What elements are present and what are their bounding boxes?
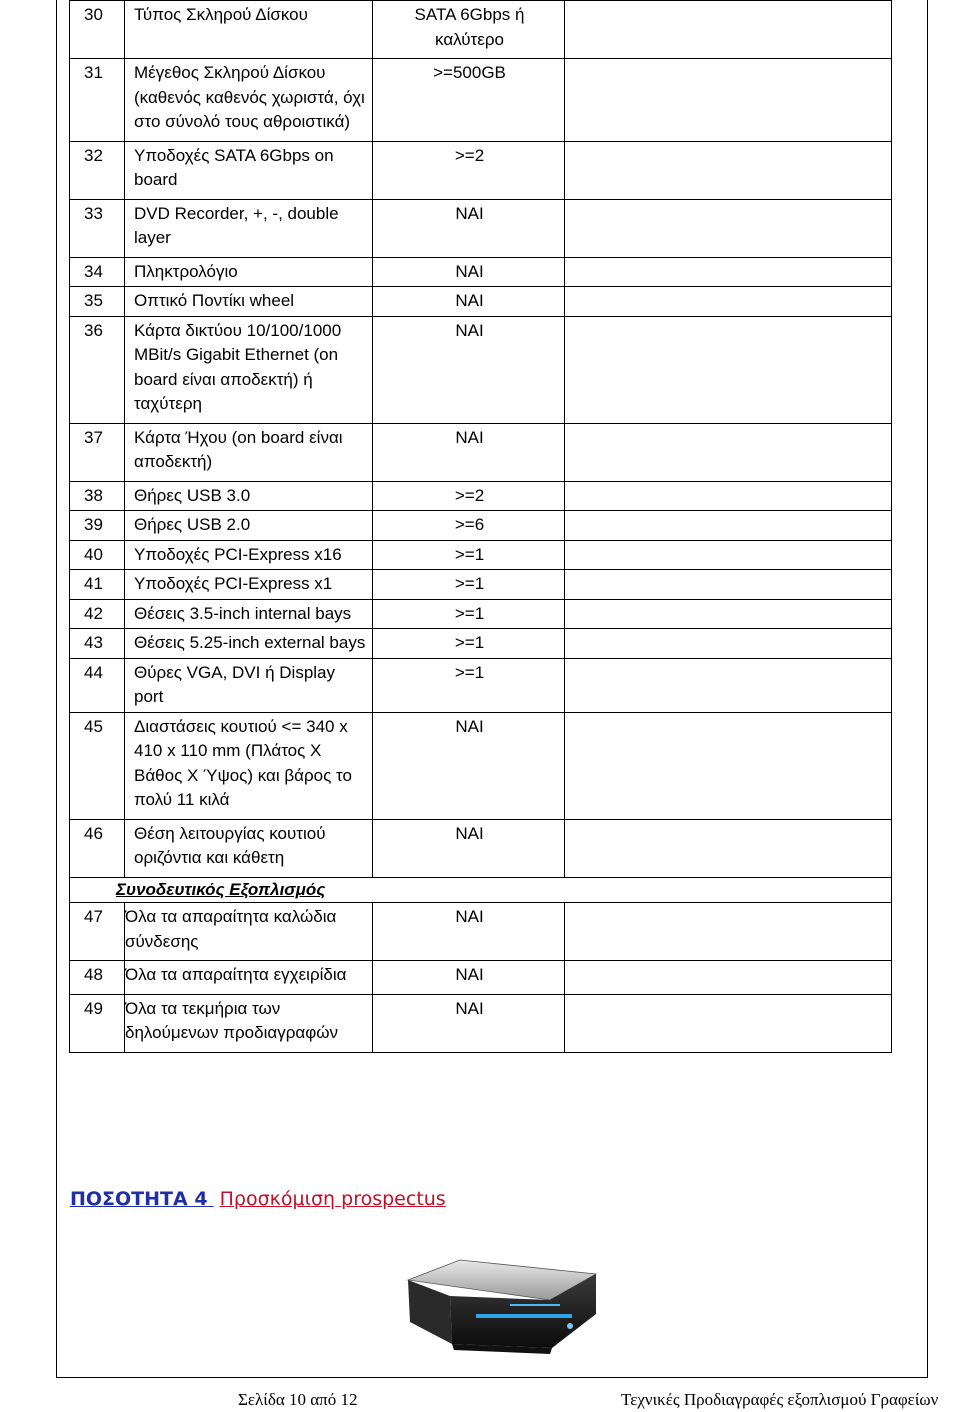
row-value: ΝΑΙ [373, 994, 565, 1052]
row-value: ΝΑΙ [373, 287, 565, 317]
footer-title: Τεχνικές Προδιαγραφές εξοπλισμού Γραφείων [621, 1390, 939, 1409]
row-extra [565, 1, 892, 59]
row-description: Θήρες USB 2.0 [125, 511, 373, 541]
table-row [70, 994, 892, 1052]
row-description: Οπτικό Ποντίκι wheel [125, 287, 373, 317]
table-row [70, 961, 892, 995]
row-description: Θέση λειτουργίας κουτιού οριζόντια και κάθετη [125, 819, 373, 877]
row-number: 46 [70, 819, 125, 877]
row-number: 44 [70, 658, 125, 712]
table-row [70, 287, 892, 317]
row-number: 38 [70, 481, 125, 511]
row-extra [565, 199, 892, 257]
table-row [70, 629, 892, 659]
row-extra [565, 599, 892, 629]
spec-table [69, 0, 892, 1053]
row-extra [565, 961, 892, 995]
row-number: 36 [70, 316, 125, 423]
table-row [70, 1, 892, 59]
row-extra [565, 658, 892, 712]
row-extra [565, 629, 892, 659]
row-description: Θέσεις 3.5-inch internal bays [125, 599, 373, 629]
row-value: >=500GB [373, 59, 565, 142]
row-number: 40 [70, 540, 125, 570]
row-number: 39 [70, 511, 125, 541]
row-value: ΝΑΙ [373, 961, 565, 995]
row-number: 32 [70, 141, 125, 199]
table-row [70, 59, 892, 142]
table-row [70, 199, 892, 257]
row-description: Θέσεις 5.25-inch external bays [125, 629, 373, 659]
device-image [400, 1252, 600, 1357]
row-description: Τύπος Σκληρού Δίσκου [125, 1, 373, 59]
row-value: >=6 [373, 511, 565, 541]
row-extra [565, 59, 892, 142]
table-row [70, 316, 892, 423]
row-extra [565, 423, 892, 481]
row-extra [565, 570, 892, 600]
table-row [70, 481, 892, 511]
row-value: >=2 [373, 481, 565, 511]
table-row [70, 257, 892, 287]
row-description: Όλα τα τεκμήρια των δηλούμενων προδιαγραφών [125, 994, 373, 1052]
prospectus-link[interactable] [220, 1188, 446, 1210]
quantity-gap [208, 1188, 214, 1210]
table-row [70, 658, 892, 712]
row-value: >=1 [373, 658, 565, 712]
row-value: >=1 [373, 540, 565, 570]
table-row [70, 903, 892, 961]
row-extra [565, 511, 892, 541]
footer-page: Σελίδα 10 από 12 [238, 1390, 358, 1409]
row-description: Κάρτα Ήχου (on board είναι αποδεκτή) [125, 423, 373, 481]
row-extra [565, 540, 892, 570]
row-number: 31 [70, 59, 125, 142]
row-extra [565, 712, 892, 819]
row-value: >=2 [373, 141, 565, 199]
row-extra [565, 994, 892, 1052]
table-row [70, 712, 892, 819]
row-number: 30 [70, 1, 125, 59]
row-description: Μέγεθος Σκληρού Δίσκου (καθενός καθενός χωριστά, όχι στο σύνολό τους αθροιστικά) [125, 59, 373, 142]
row-number: 34 [70, 257, 125, 287]
table-row [70, 819, 892, 877]
row-description: Διαστάσεις κουτιού <= 340 x 410 x 110 mm (Πλάτος Χ Βάθος Χ Ύψος) και βάρος το πολύ 11 κιλά [125, 712, 373, 819]
row-number: 33 [70, 199, 125, 257]
row-description: Θύρες VGA, DVI ή Display port [125, 658, 373, 712]
row-value: ΝΑΙ [373, 316, 565, 423]
row-description: Υποδοχές SATA 6Gbps on board [125, 141, 373, 199]
prospectus-link-word: Προσκόμιση [219, 1188, 336, 1210]
row-description: Υποδοχές PCI-Express x16 [125, 540, 373, 570]
section-row [70, 877, 892, 903]
row-value: >=1 [373, 570, 565, 600]
row-extra [565, 141, 892, 199]
row-description: Πληκτρολόγιο [125, 257, 373, 287]
row-extra [565, 257, 892, 287]
row-number: 48 [70, 961, 125, 995]
row-description: Όλα τα απαραίτητα εγχειρίδια [125, 961, 373, 995]
row-extra [565, 481, 892, 511]
row-extra [565, 287, 892, 317]
row-value: ΝΑΙ [373, 423, 565, 481]
row-number: 45 [70, 712, 125, 819]
section-title: Συνοδευτικός Εξοπλισμός [70, 877, 892, 903]
quantity-heading [70, 1188, 446, 1210]
row-number: 42 [70, 599, 125, 629]
table-row [70, 599, 892, 629]
row-description: DVD Recorder, +, -, double layer [125, 199, 373, 257]
table-row [70, 570, 892, 600]
row-number: 47 [70, 903, 125, 961]
table-row [70, 423, 892, 481]
prospectus-link-word2: prospectus [341, 1188, 446, 1210]
row-value: SATA 6Gbps ή καλύτερο [373, 1, 565, 59]
row-number: 43 [70, 629, 125, 659]
table-row [70, 141, 892, 199]
row-value: ΝΑΙ [373, 199, 565, 257]
row-description: Θήρες USB 3.0 [125, 481, 373, 511]
row-number: 37 [70, 423, 125, 481]
row-extra [565, 903, 892, 961]
table-row [70, 540, 892, 570]
row-extra [565, 819, 892, 877]
row-description: Υποδοχές PCI-Express x1 [125, 570, 373, 600]
row-value: ΝΑΙ [373, 257, 565, 287]
row-extra [565, 316, 892, 423]
quantity-label: ΠΟΣΟΤΗΤΑ 4 [70, 1188, 208, 1210]
row-value: ΝΑΙ [373, 712, 565, 819]
row-description: Κάρτα δικτύου 10/100/1000 MBit/s Gigabit Ethernet (on board είναι αποδεκτή) ή ταχύτερη [125, 316, 373, 423]
row-number: 41 [70, 570, 125, 600]
table-row [70, 511, 892, 541]
row-number: 49 [70, 994, 125, 1052]
row-value: ΝΑΙ [373, 819, 565, 877]
row-value: >=1 [373, 629, 565, 659]
row-value: >=1 [373, 599, 565, 629]
row-number: 35 [70, 287, 125, 317]
row-value: ΝΑΙ [373, 903, 565, 961]
row-description: Όλα τα απαραίτητα καλώδια σύνδεσης [125, 903, 373, 961]
